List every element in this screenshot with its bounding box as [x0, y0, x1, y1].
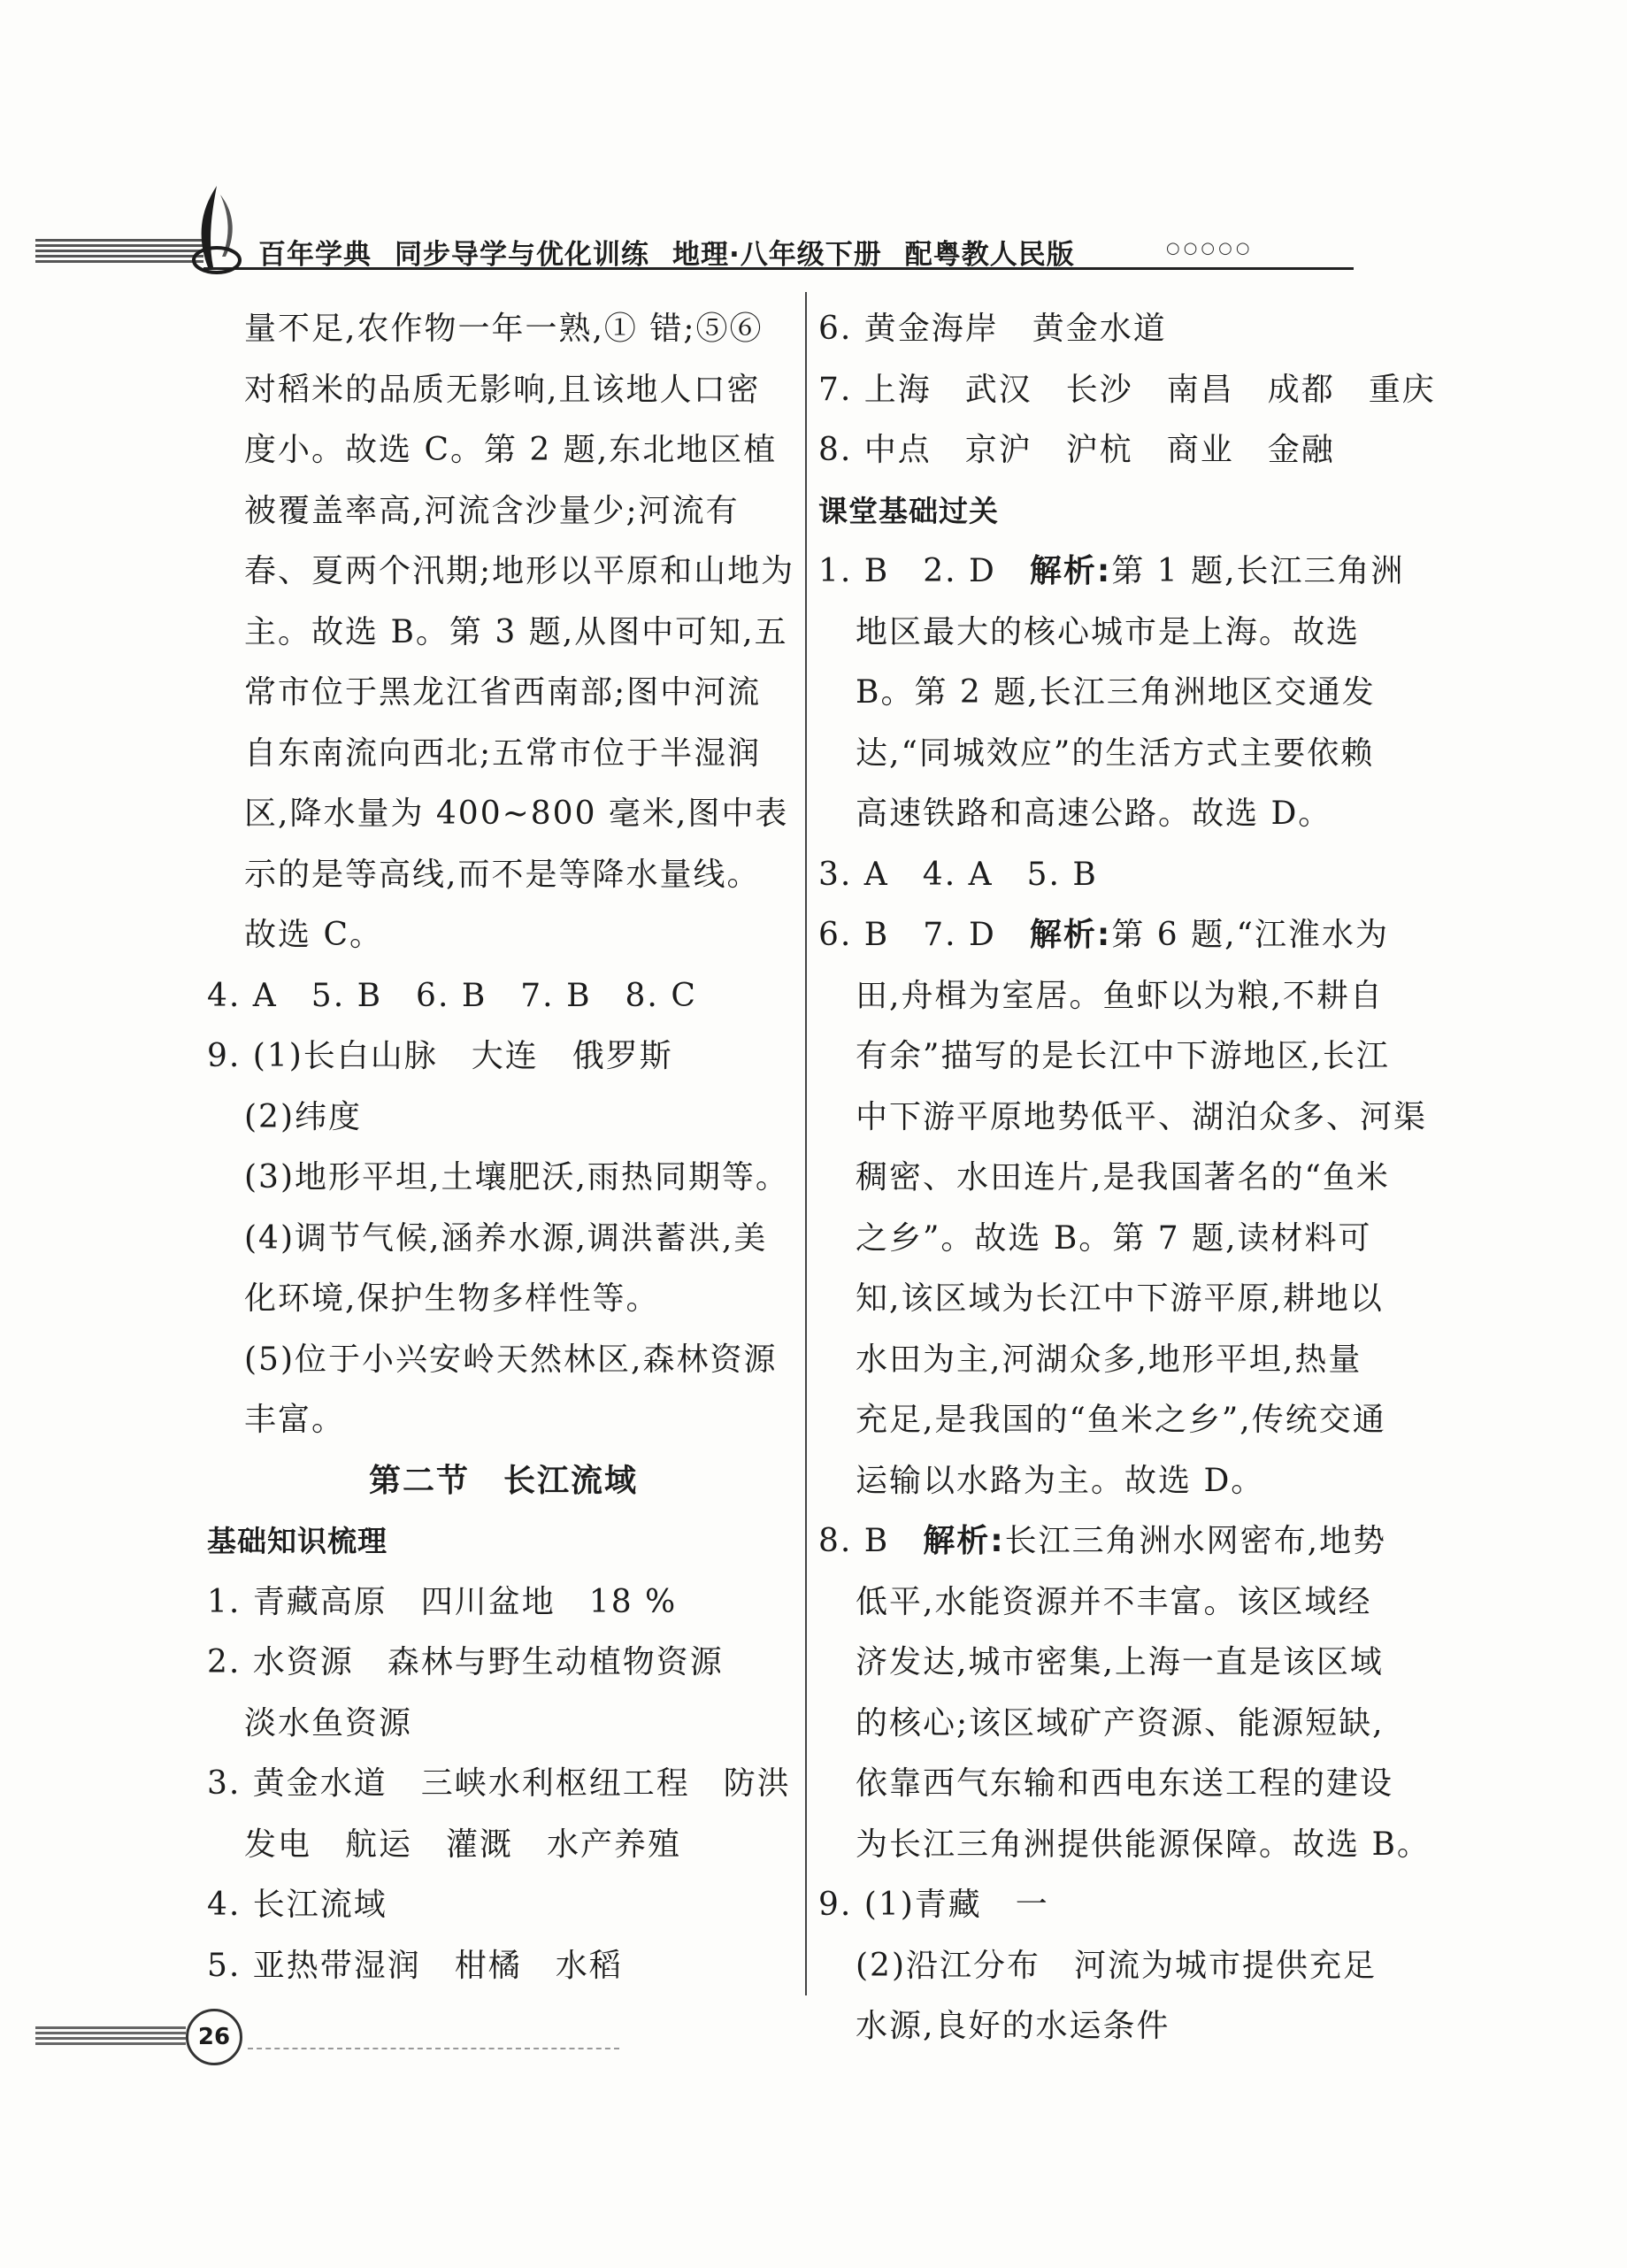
text-line: 春、夏两个汛期;地形以平原和山地为	[244, 553, 795, 589]
answer-prefix: 6. B 7. D	[818, 917, 1030, 953]
footer	[35, 2007, 602, 2069]
text-line: 的核心;该区域矿产资源、能源短缺,	[856, 1704, 1385, 1741]
text-line: 水田为主,河湖众多,地形平坦,热量	[856, 1341, 1362, 1378]
text-line: 8. 中点 京沪 沪杭 商业 金融	[818, 432, 1335, 468]
answer-prefix: 8. B	[818, 1523, 924, 1559]
text-line: 自东南流向西北;五常市位于半湿润	[244, 734, 762, 772]
answer-prefix: 1. B 2. D	[818, 553, 1030, 589]
text-line: 量不足,农作物一年一熟,① 错;⑤⑥	[244, 311, 764, 347]
footer-stripes	[35, 2026, 186, 2048]
column-divider	[805, 292, 807, 1995]
text-line: 依靠西气东输和西电东送工程的建设	[856, 1765, 1394, 1802]
text-line: 9. (1)长白山脉 大连 俄罗斯	[207, 1038, 673, 1074]
text-line: 示的是等高线,而不是等降水量线。	[244, 856, 761, 893]
header-title	[258, 232, 1098, 271]
analysis-text: 长江三角洲水网密布,地势	[1004, 1523, 1387, 1559]
header-series: 同步导学与优化训练	[395, 239, 649, 271]
text-line: 2. 水资源 森林与野生动植物资源	[207, 1644, 724, 1680]
text-line: 4. 长江流域	[207, 1887, 388, 1923]
text-line: (5)位于小兴安岭天然林区,森林资源	[244, 1341, 778, 1378]
text-line: 化环境,保护生物多样性等。	[244, 1280, 660, 1317]
header-dots: ○○○○○	[1166, 239, 1254, 258]
text-line: 中下游平原地势低平、湖泊众多、河渠	[856, 1098, 1428, 1135]
text-line: 充足,是我国的“鱼米之乡”,传统交通	[856, 1402, 1386, 1438]
subsection-heading: 基础知识梳理	[207, 1524, 388, 1558]
text-line	[818, 905, 1411, 966]
text-line: 9. (1)青藏 一	[818, 1887, 1049, 1923]
text-line: 地区最大的核心城市是上海。故选	[856, 613, 1361, 650]
analysis-text: 第 1 题,长江三角洲	[1111, 553, 1405, 589]
text-line: 达,“同城效应”的生活方式主要依赖	[856, 734, 1375, 772]
text-line	[818, 1511, 1411, 1572]
text-line: 度小。故选 C。第 2 题,东北地区植	[244, 432, 778, 468]
footer-dashed-rule	[248, 2048, 619, 2049]
header-stripes	[35, 239, 203, 265]
text-line: 被覆盖率高,河流含沙量少;河流有	[244, 492, 740, 529]
text-line: 低平,水能资源并不丰富。该区域经	[856, 1583, 1372, 1620]
page-number: 26	[197, 2024, 231, 2050]
analysis-label: 解析:	[1029, 553, 1112, 589]
text-line: (3)地形平坦,土壤肥沃,雨热同期等。	[244, 1159, 789, 1196]
text-line: 田,舟楫为室居。鱼虾以为粮,不耕自	[856, 977, 1384, 1014]
text-line: B。第 2 题,长江三角洲地区交通发	[856, 674, 1376, 711]
text-line: 水源,良好的水运条件	[856, 2008, 1170, 2044]
text-line: 1. 青藏高原 四川盆地 18 %	[207, 1583, 678, 1620]
text-line: 故选 C。	[244, 917, 383, 953]
text-line	[818, 542, 1411, 603]
header-brand: 百年学典	[258, 239, 372, 271]
text-line: 4. A 5. B 6. B 7. B 8. C	[207, 977, 697, 1014]
text-line: 对稻米的品质无影响,且该地人口密	[244, 371, 761, 408]
text-line: 区,降水量为 400~800 毫米,图中表	[244, 796, 789, 832]
text-line: 运输以水路为主。故选 D。	[856, 1462, 1265, 1499]
quill-logo-icon	[181, 186, 252, 274]
analysis-text: 第 6 题,“江淮水为	[1111, 917, 1389, 953]
text-line: 5. 亚热带湿润 柑橘 水稻	[207, 1947, 623, 1984]
text-line: 3. A 4. A 5. B	[818, 856, 1098, 893]
text-line: 发电 航运 灌溉 水产养殖	[244, 1826, 682, 1863]
text-line: 高速铁路和高速公路。故选 D。	[856, 796, 1332, 832]
analysis-label: 解析:	[1029, 917, 1112, 953]
text-line: 有余”描写的是长江中下游地区,长江	[856, 1038, 1390, 1074]
text-line: 常市位于黑龙江省西南部;图中河流	[244, 674, 762, 711]
text-line: 济发达,城市密集,上海一直是该区域	[856, 1644, 1384, 1680]
text-line: 3. 黄金水道 三峡水利枢纽工程 防洪	[207, 1765, 791, 1802]
text-line: 主。故选 B。第 3 题,从图中可知,五	[244, 613, 788, 650]
analysis-label: 解析:	[923, 1523, 1005, 1559]
left-column	[207, 299, 800, 1996]
section-title: 第二节 长江流域	[368, 1462, 638, 1499]
text-line: 7. 上海 武汉 长沙 南昌 成都 重庆	[818, 371, 1436, 408]
right-column	[818, 299, 1436, 2057]
text-line: (4)调节气候,涵养水源,调洪蓄洪,美	[244, 1219, 768, 1257]
text-line: 丰富。	[244, 1402, 346, 1438]
text-line: 为长江三角洲提供能源保障。故选 B。	[856, 1826, 1431, 1863]
subsection-heading: 课堂基础过关	[818, 493, 999, 528]
header-subject: 地理·八年级下册	[672, 239, 882, 271]
text-line: 淡水鱼资源	[244, 1704, 413, 1741]
text-line: 知,该区域为长江中下游平原,耕地以	[856, 1280, 1384, 1317]
text-line: 之乡”。故选 B。第 7 题,读材料可	[856, 1219, 1372, 1257]
text-line: (2)沿江分布 河流为城市提供充足	[856, 1947, 1377, 1984]
text-line: (2)纬度	[244, 1098, 362, 1135]
header-edition: 配粤教人民版	[904, 239, 1075, 271]
text-line: 稠密、水田连片,是我国著名的“鱼米	[856, 1159, 1390, 1196]
text-line: 6. 黄金海岸 黄金水道	[818, 311, 1167, 347]
